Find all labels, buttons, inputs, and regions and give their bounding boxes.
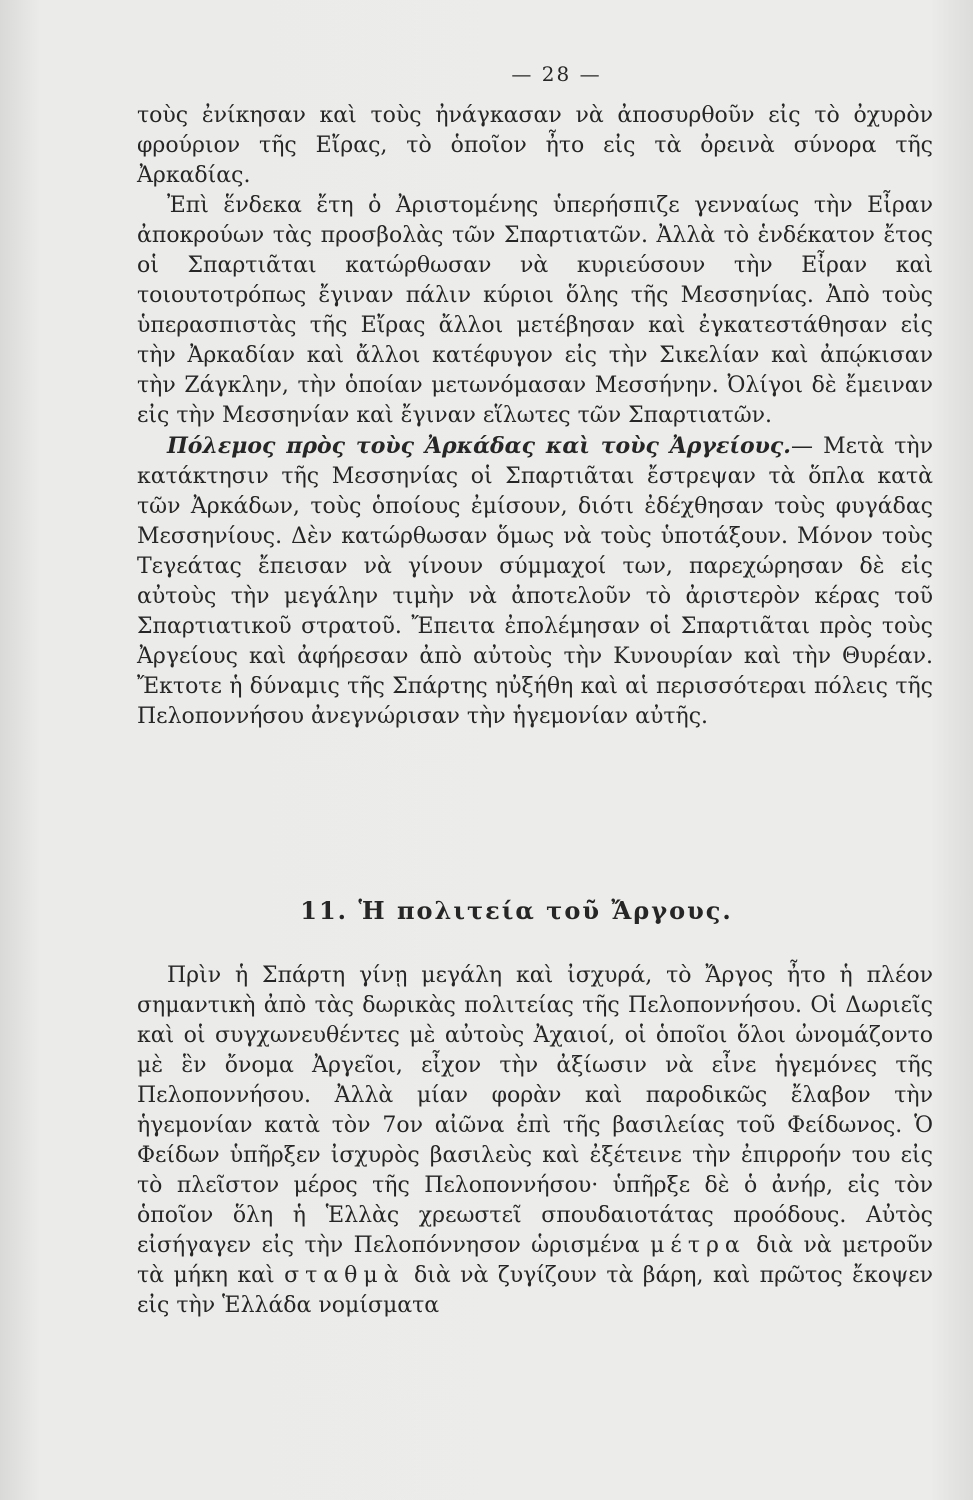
paragraph-argos-end: διὰ νὰ ζυγίζουν τὰ βάρη, καὶ πρῶτος ἔκοψεν εἰς τὴν Ἑλλάδα νομίσματα: [137, 1263, 933, 1318]
paragraph-war-body: — Μετὰ τὴν κατάκτησιν τῆς Μεσσηνίας οἱ Σπαρτιᾶται ἔστρεψαν τὰ ὅπλα κατὰ τῶν Ἀρκάδων, τοὺς ὁποίους ἐμίσουν, διότι ἐδέχθησαν τοὺς φυγάδας Μεσσηνίους. Δὲν κατώρθωσαν ὅμως νὰ τοὺς ὑποτάξουν. Μόνον τοὺς Τεγεάτας ἔπεισαν νὰ γίνουν σύμμαχοί των, παρεχώρησαν δὲ εἰς αὐτοὺς τὴν μεγάλην τιμὴν νὰ ἀποτελοῦν τὸ ἀριστερὸν κέρας τοῦ Σπαρτιατικοῦ στρατοῦ. Ἔπειτα ἐπολέμησαν οἱ Σπαρτιᾶται πρὸς τοὺς Ἀργείους καὶ ἀφήρεσαν ἀπὸ αὐτοὺς τὴν Κυνουρίαν καὶ τὴν Θυρέαν. Ἔκτοτε ἡ δύναμις τῆς Σπάρτης ηὐξήθη καὶ αἱ περισσότεραι πόλεις τῆς Πελοποννήσου ἀνεγνώρισαν τὴν ἡγεμονίαν αὐτῆς.: [137, 434, 933, 729]
inline-heading-war: Πόλεμος πρὸς τοὺς Ἀρκάδας καὶ τοὺς Ἀργείους.: [167, 433, 791, 459]
body-text-bottom: [137, 961, 933, 1321]
page-number: — 28 —: [511, 62, 602, 86]
section-title: 11. Ἡ πολιτεία τοῦ Ἄργους.: [300, 896, 733, 925]
body-text-top: [137, 101, 933, 732]
paragraph-argos-mid: διὰ νὰ μετροῦν τὰ μήκη καὶ: [137, 1233, 933, 1288]
spaced-word-stathma: σταθμὰ: [284, 1263, 405, 1288]
paragraph-war-arcadians: [137, 431, 933, 732]
paragraph-argos: [137, 961, 933, 1321]
spaced-word-metra: μέτρα: [650, 1233, 746, 1258]
paragraph-argos-start: Πρὶν ἡ Σπάρτη γίνῃ μεγάλη καὶ ἰσχυρά, τὸ Ἄργος ἦτο ἡ πλέον σημαντικὴ ἀπὸ τὰς δωρικὰς πολιτείας τῆς Πελοποννήσου. Οἱ Δωριεῖς καὶ οἱ συγχωνευθέντες μὲ αὐτοὺς Ἀχαιοί, οἱ ὁποῖοι ὅλοι ὠνομάζοντο μὲ ἓν ὄνομα Ἀργεῖοι, εἶχον τὴν ἀξίωσιν νὰ εἶνε ἡγεμόνες τῆς Πελοποννήσου. Ἀλλὰ μίαν φορὰν καὶ παροδικῶς ἔλαβον τὴν ἡγεμονίαν κατὰ τὸν 7ον αἰῶνα ἐπὶ τῆς βασιλείας τοῦ Φείδωνος. Ὁ Φείδων ὑπῆρξεν ἰσχυρὸς βασιλεὺς καὶ ἐξέτεινε τὴν ἐπιρροήν του εἰς τὸ πλεῖστον μέρος τῆς Πελοποννήσου· ὑπῆρξε δὲ ὁ ἀνήρ, εἰς τὸν ὁποῖον ὅλη ἡ Ἑλλὰς χρεωστεῖ σπουδαιοτάτας προόδους. Αὐτὸς εἰσήγαγεν εἰς τὴν Πελοπόννησον ὡρισμένα: [137, 963, 933, 1258]
paragraph-aristomenes: Ἐπὶ ἕνδεκα ἔτη ὁ Ἀριστομένης ὑπερήσπιζε γενναίως τὴν Εἶραν ἀποκρούων τὰς προσβολὰς τῶν Σπαρτιατῶν. Ἀλλὰ τὸ ἑνδέκατον ἔτος οἱ Σπαρτιᾶται κατώρθωσαν νὰ κυριεύσουν τὴν Εἶραν καὶ τοιουτοτρόπως ἔγιναν πάλιν κύριοι ὅλης τῆς Μεσσηνίας. Ἀπὸ τοὺς ὑπερασπιστὰς τῆς Εἴρας ἄλλοι μετέβησαν καὶ ἐγκατεστάθησαν εἰς τὴν Ἀρκαδίαν καὶ ἄλλοι κατέφυγον εἰς τὴν Σικελίαν καὶ ἀπῴκισαν τὴν Ζάγκλην, τὴν ὁποίαν μετωνόμασαν Μεσσήνην. Ὀλίγοι δὲ ἔμειναν εἰς τὴν Μεσσηνίαν καὶ ἔγιναν εἵλωτες τῶν Σπαρτιατῶν.: [137, 193, 933, 428]
paragraph-continuation: τοὺς ἐνίκησαν καὶ τοὺς ἠνάγκασαν νὰ ἀποσυρθοῦν εἰς τὸ ὀχυρὸν φρούριον τῆς Εἴρας, τὸ ὁποῖον ἦτο εἰς τὰ ὀρεινὰ σύνορα τῆς Ἀρκαδίας.: [137, 103, 933, 188]
